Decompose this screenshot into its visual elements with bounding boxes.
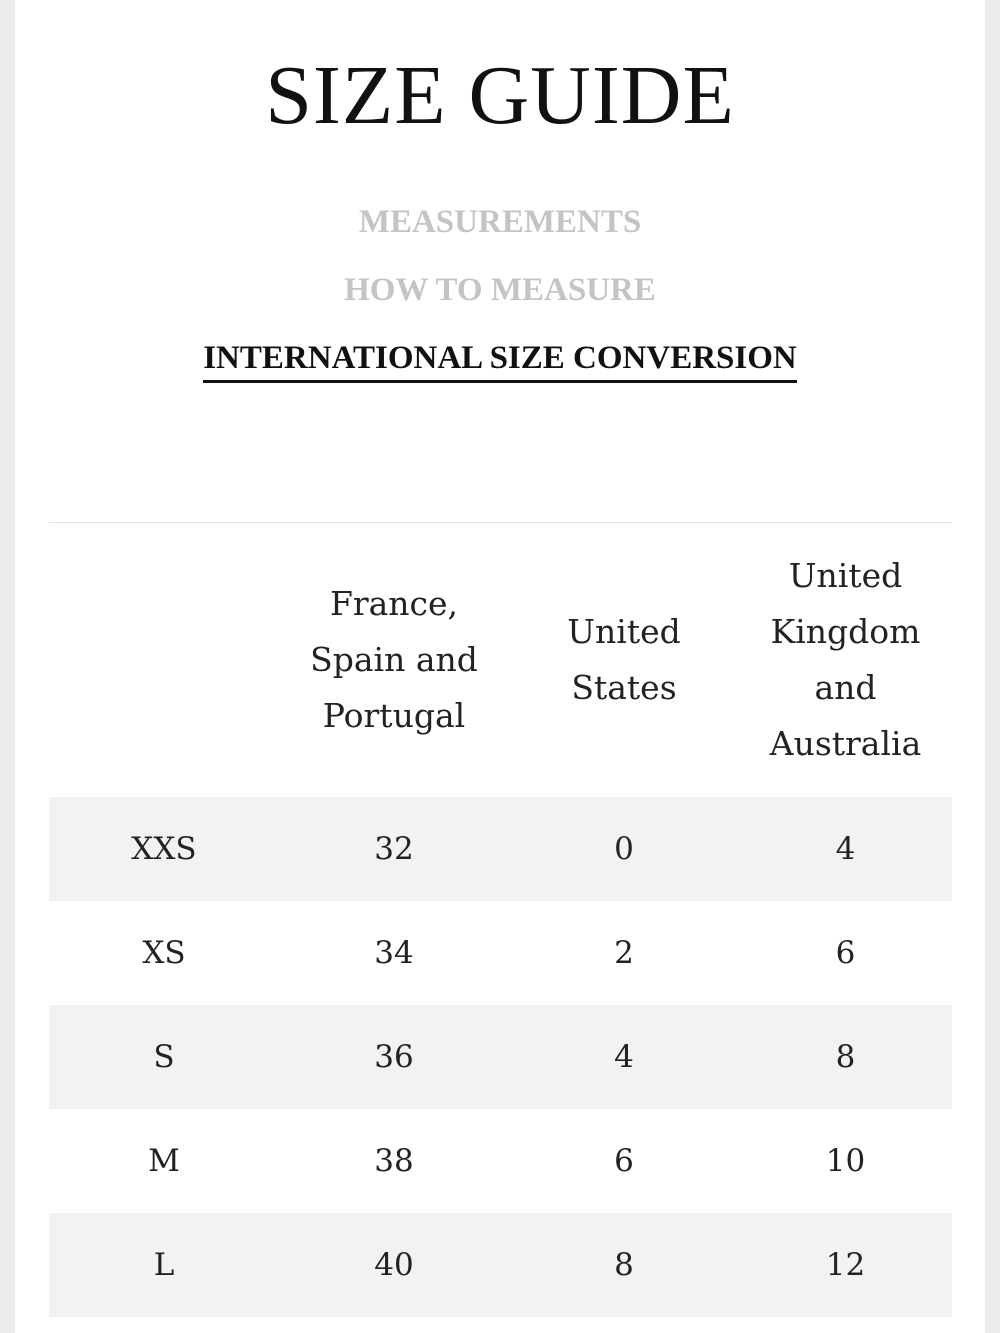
eu-size: 34 xyxy=(374,935,414,971)
page-title: SIZE GUIDE xyxy=(265,49,735,142)
us-size: 0 xyxy=(614,831,634,867)
table-header-row xyxy=(49,523,952,797)
tab-how-to-measure[interactable]: HOW TO MEASURE xyxy=(344,272,656,308)
eu-size: 40 xyxy=(374,1247,414,1283)
tab-measurements[interactable]: MEASUREMENTS xyxy=(358,204,642,240)
header-france-spain-portugal: France, Spain and Portugal xyxy=(310,584,478,735)
us-size: 6 xyxy=(614,1143,634,1179)
us-size: 8 xyxy=(614,1247,634,1283)
header-united-states: United States xyxy=(567,612,681,707)
table-row xyxy=(49,1109,952,1213)
eu-size: 38 xyxy=(374,1143,414,1179)
tab-active-label: INTERNATIONAL SIZE CONVERSION xyxy=(203,338,797,383)
tab-international-size-conversion[interactable] xyxy=(15,336,985,383)
size-conversion-table xyxy=(49,522,952,1317)
size-guide-page xyxy=(15,0,985,1333)
table-row xyxy=(49,1213,952,1317)
header-uk-australia: United Kingdom and Australia xyxy=(769,556,922,763)
uk-size: 12 xyxy=(825,1247,866,1283)
uk-size: 8 xyxy=(835,1039,856,1075)
eu-size: 36 xyxy=(374,1039,414,1075)
table-row xyxy=(49,797,952,901)
size-label: L xyxy=(153,1247,175,1283)
eu-size: 32 xyxy=(374,831,414,867)
size-label: XXS xyxy=(131,831,197,867)
header-size xyxy=(49,523,279,797)
us-size: 2 xyxy=(614,935,634,971)
uk-size: 10 xyxy=(825,1143,866,1179)
uk-size: 6 xyxy=(835,935,856,971)
size-label: S xyxy=(153,1039,175,1075)
size-label: M xyxy=(148,1143,180,1179)
table-row xyxy=(49,901,952,1005)
table-row xyxy=(49,1005,952,1109)
size-label: XS xyxy=(142,935,186,971)
us-size: 4 xyxy=(614,1039,634,1075)
uk-size: 4 xyxy=(835,831,856,867)
